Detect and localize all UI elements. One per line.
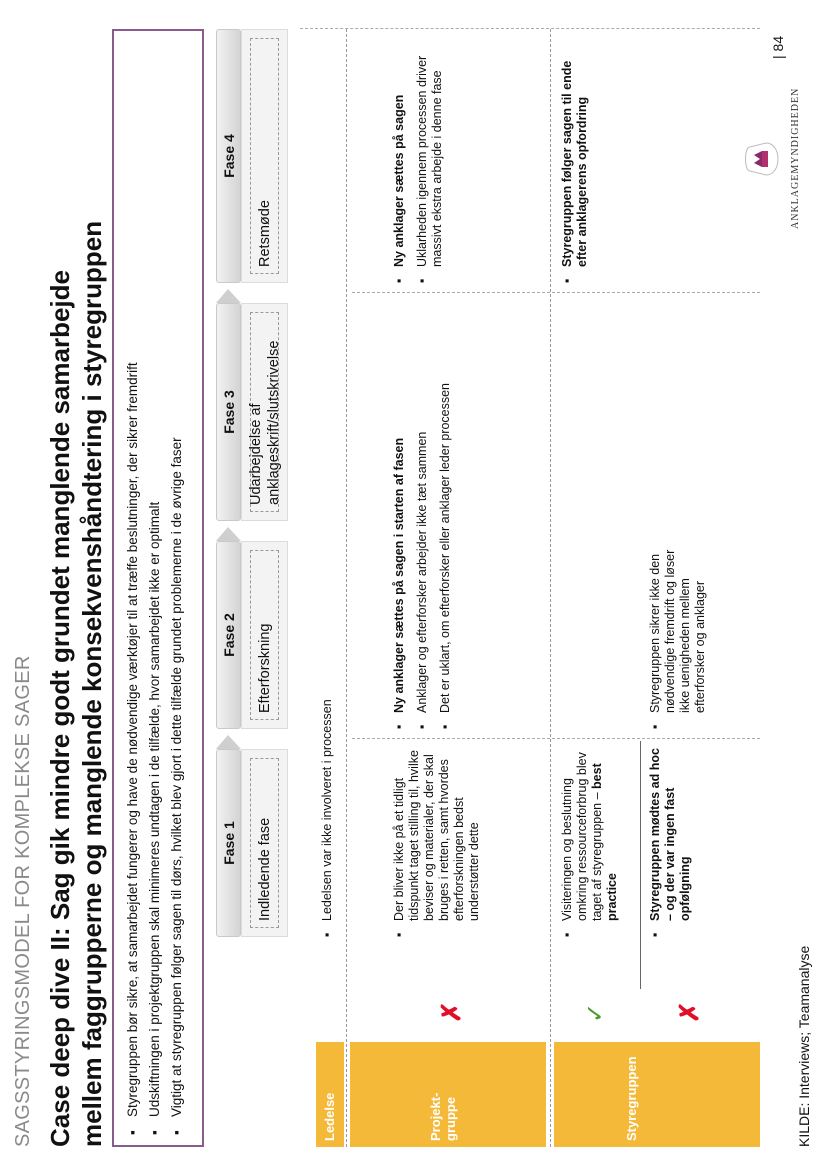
phase-arrow bbox=[216, 527, 241, 541]
phase-arrow bbox=[216, 289, 241, 303]
styregruppen-col3: ▪ Styregruppen følger sagen til ende efter anklagerens opfordring bbox=[560, 38, 590, 283]
row-divider bbox=[550, 29, 551, 1147]
x-icon: ✗ bbox=[436, 1001, 466, 1023]
styregruppen-col2: ▪ Styregruppen sikrer ikke den nødvendige fremdrift og løser ikke uenigheden mellem efterforsker og anklager bbox=[648, 539, 708, 729]
phase-1-box: Indledende fase bbox=[250, 758, 279, 928]
column-divider bbox=[352, 738, 760, 739]
phase-4-box: Retsmøde bbox=[250, 38, 279, 274]
page-number: | 84 bbox=[770, 35, 786, 59]
phase-3-title: Fase 3 bbox=[216, 303, 241, 521]
styregruppen-col1-bottom: ▪ Styregruppen mødtes ad hoc – og der var ingen fast opfølgning bbox=[648, 742, 693, 937]
phase-1-title: Fase 1 bbox=[216, 749, 241, 937]
source-note: KILDE: Interviews; Teamanalyse bbox=[796, 945, 812, 1147]
column-divider bbox=[300, 28, 760, 29]
summary-bullet: ▪ Udskiftningen i projektgruppen skal minimeres undtagen i de tilfælde, hvor samarbejdet ikke er optimalt bbox=[144, 41, 166, 1135]
phase-2-title: Fase 2 bbox=[216, 541, 241, 729]
crown-icon bbox=[742, 89, 820, 229]
phase-1 bbox=[216, 749, 288, 937]
summary-bullet: ▪ Vigtigt at styregruppen følger sagen til dørs, hvilket blev gjort i dette tilfælde grundet problemerne i de øvrige faser bbox=[166, 41, 188, 1135]
inner-divider bbox=[640, 741, 641, 989]
phase-4-title: Fase 4 bbox=[216, 29, 241, 283]
summary-bullet: ▪ Styregruppen bør sikre, at samarbejdet fungerer og have de nødvendige værktøjer til at træffe beslutninger, der sikrer fremdrift bbox=[122, 41, 144, 1135]
section-kicker: SAGSSTYRINGSMODEL FOR KOMPLEKSE SAGER bbox=[12, 655, 34, 1147]
check-icon: ✓ bbox=[582, 1002, 609, 1023]
logo bbox=[742, 89, 820, 229]
title-line-1: Case deep dive II: Sag gik mindre godt grundet manglende samarbejde bbox=[45, 270, 75, 1147]
row-label-ledelse: Ledelse bbox=[316, 1042, 344, 1147]
phase-2-box: Efterforskning bbox=[250, 550, 279, 720]
x-icon: ✗ bbox=[674, 1001, 704, 1023]
projektgruppe-col3: ▪ Ny anklager sættes på sagen ▪ Uklarheden igennem processen driver massivt ekstra arbejde i denne fase bbox=[392, 38, 445, 283]
phase-4 bbox=[216, 29, 288, 283]
slide-title bbox=[44, 27, 108, 1147]
logo-text: ANKLAGEMYNDIGHEDEN bbox=[790, 87, 801, 229]
phase-2 bbox=[216, 541, 288, 729]
projektgruppe-col2: ▪ Ny anklager sættes på sagen i starten af fasen ▪ Anklager og efterforsker arbejder ikke tæt sammen ▪ Det er uklart, om efterforsker eller anklager leder processen bbox=[392, 319, 453, 729]
best-practice-emphasis: best practice bbox=[590, 763, 619, 921]
title-line-2: mellem faggrupperne og manglende konsekvenshåndtering i styregruppen bbox=[77, 220, 107, 1147]
row-label-projektgruppe: Projekt- gruppe bbox=[350, 1042, 546, 1147]
summary-box bbox=[112, 29, 204, 1147]
styregruppen-col1-top: ▪ Visiteringen og beslutning omkring ressourceforbrug blev taget af styregruppen – best practice bbox=[560, 742, 620, 937]
projektgruppe-col1: ▪ Der bliver ikke på et tidligt tidspunkt taget stilling til, hvilke beviser og materialer, der skal bruges i retten, samt hvordes efterforskningen bedst understøtter dette bbox=[392, 742, 482, 937]
phase-3 bbox=[216, 303, 288, 521]
phase-arrow bbox=[216, 735, 241, 749]
column-divider bbox=[352, 292, 760, 293]
ledelse-text: ▪ Ledelsen var ikke involveret i processen bbox=[320, 237, 335, 937]
row-label-styregruppen: Styregruppen bbox=[554, 1042, 760, 1147]
phase-3-box: Udarbejdelse af anklageskrift/slutskrivelse bbox=[250, 312, 279, 512]
row-divider bbox=[346, 29, 347, 1147]
